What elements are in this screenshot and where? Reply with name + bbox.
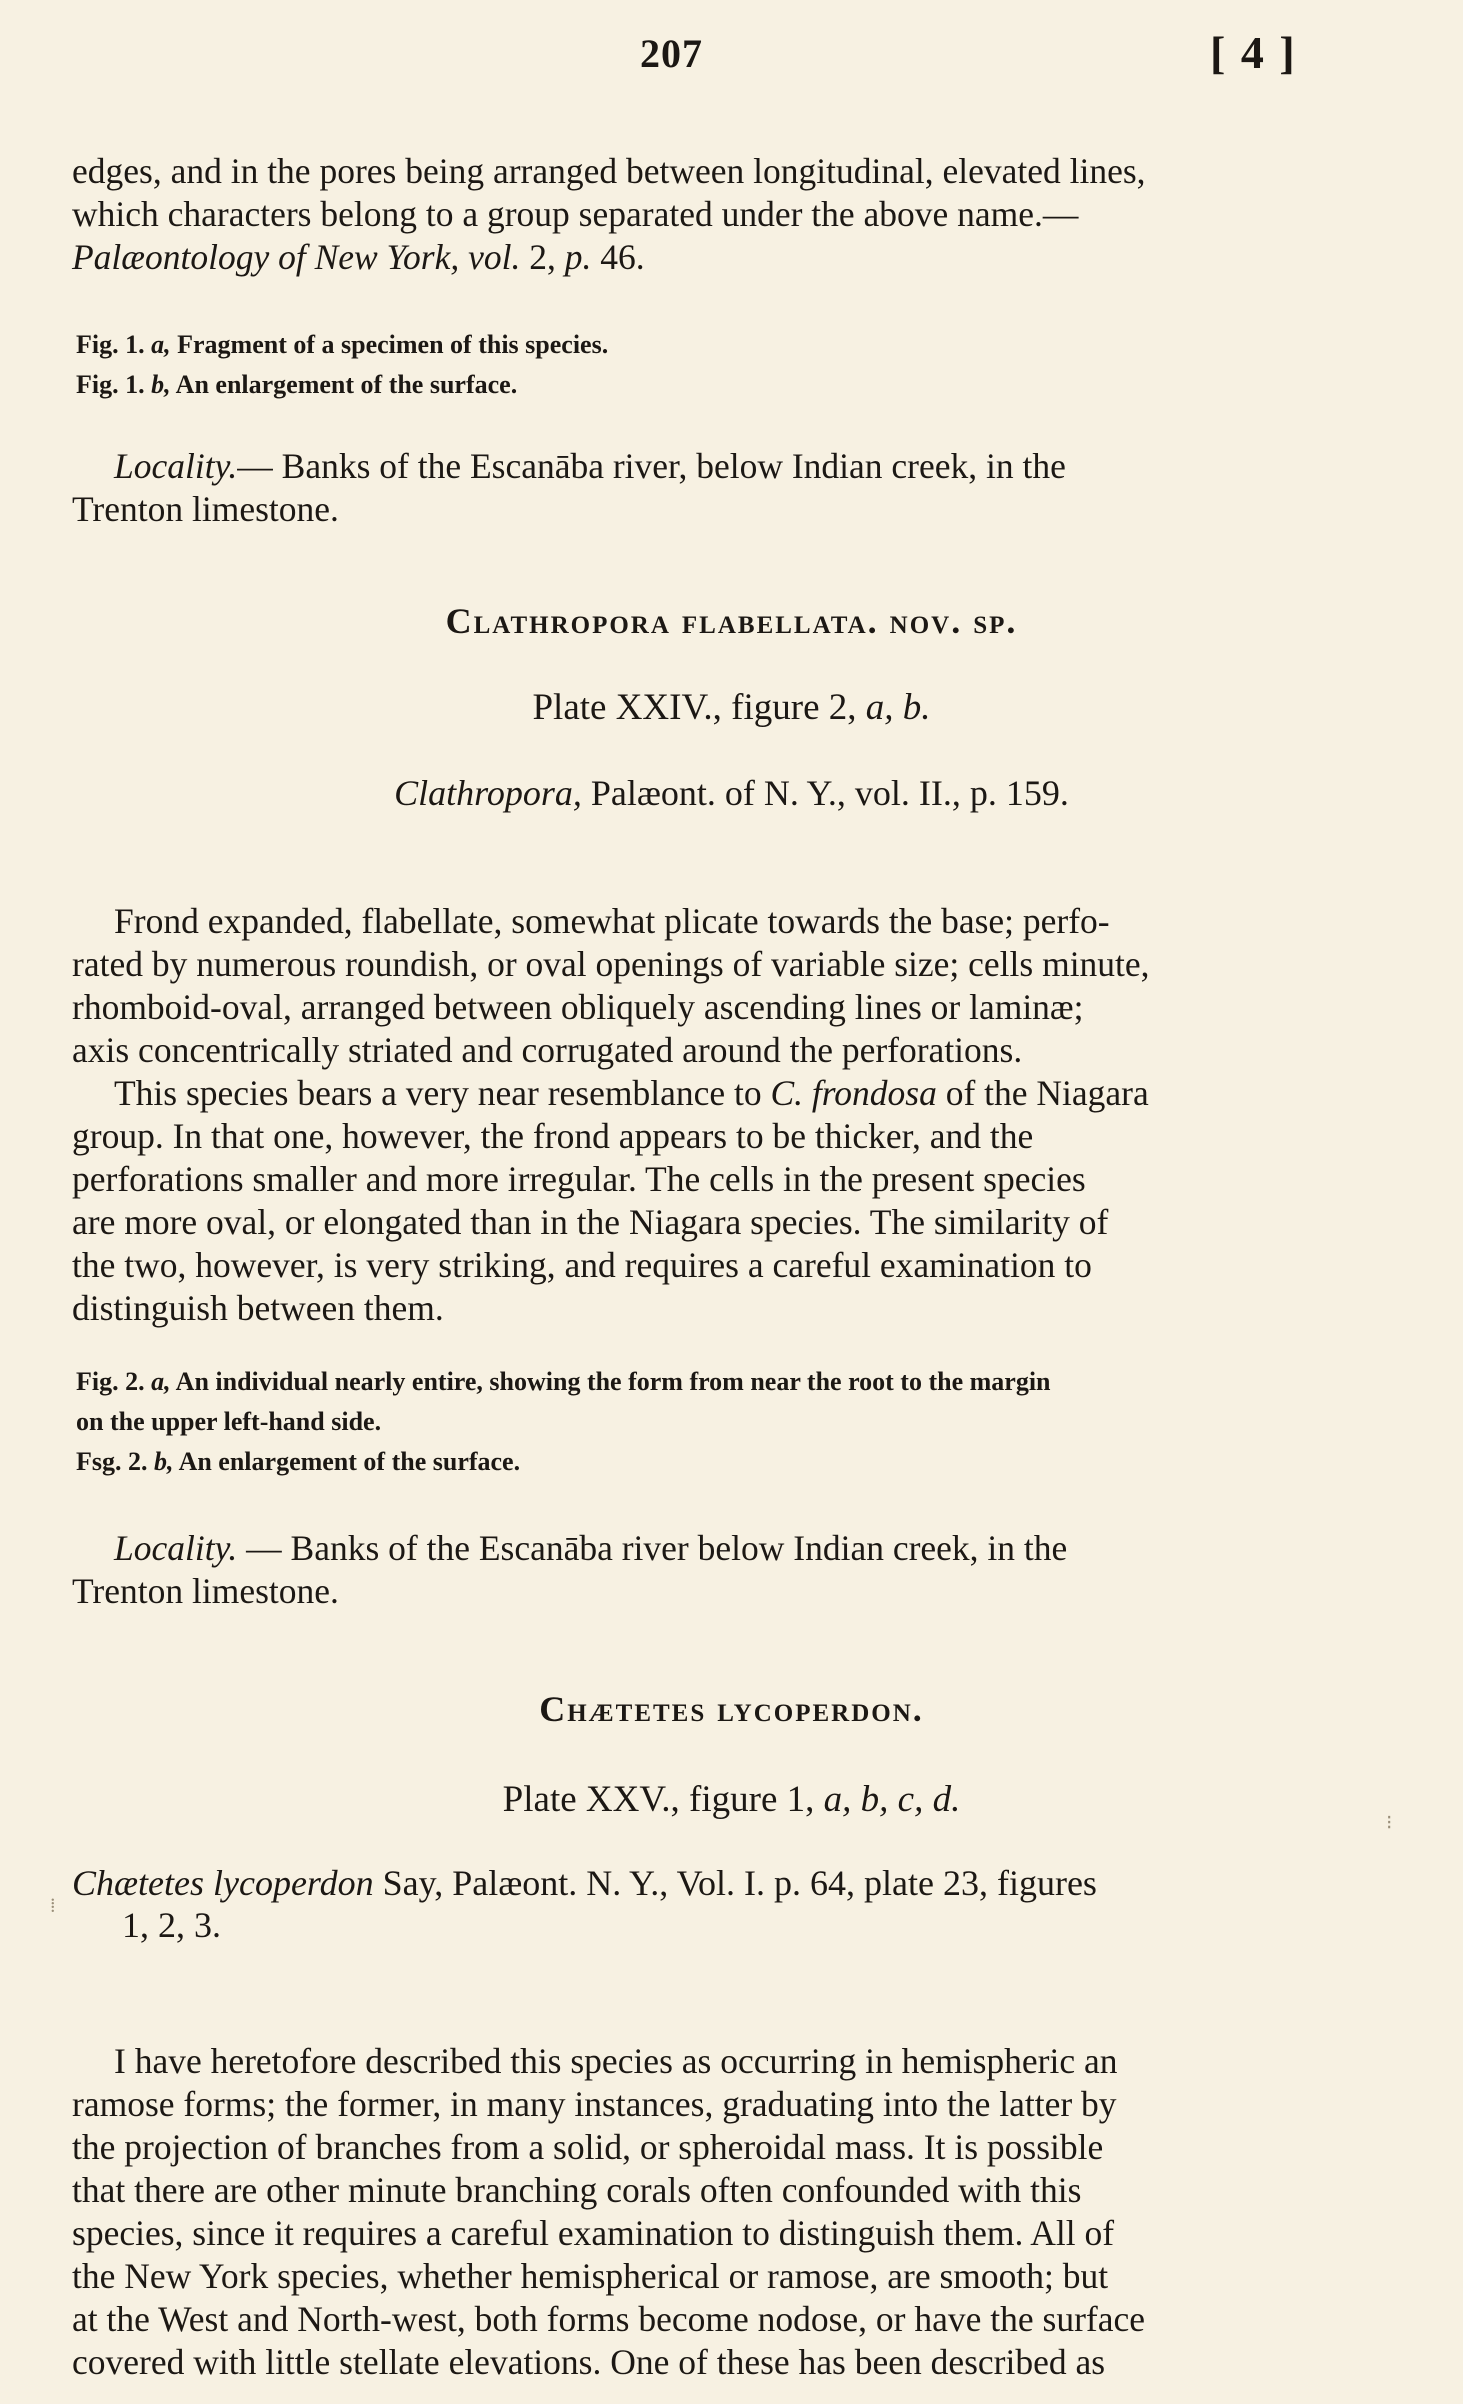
text-line: axis concentrically striated and corrugated around the perforations. [72,1030,1023,1070]
text-line: covered with little stellate elevations. One of these has been described as [72,2342,1106,2382]
text-line: I have heretofore described this species as occurring in hemispheric an [114,2041,1118,2081]
text-line: that there are other minute branching corals often confounded with this [72,2170,1082,2210]
text-line: are more oval, or elongated than in the Niagara species. The similarity of [72,1202,1109,1242]
text-line: perforations smaller and more irregular. The cells in the present species [72,1159,1086,1199]
description-paragraph [72,2040,1372,2384]
margin-stain-mark: ⁞ [50,1895,56,1917]
text-line: group. In that one, however, the frond appears to be thicker, and the [72,1116,1034,1156]
synonym-reference: Chætetes lycoperdon Say, Palæont. N. Y., Vol. I. p. 64, plate 23, figures 1, 2, 3. [72,1863,1097,1945]
text-line: rhomboid-oval, arranged between obliquely ascending lines or laminæ; [72,987,1084,1027]
text-line: distinguish between them. [72,1288,444,1328]
text-line: ramose forms; the former, in many instances, graduating into the latter by [72,2084,1117,2124]
text-line: the New York species, whether hemispherical or ramose, are smooth; but [72,2256,1109,2296]
text-line: which characters belong to a group separated under the above name.— [72,194,1079,234]
document-number: [ 4 ] [1210,27,1297,78]
figure-caption: Fig. 1. b, An enlargement of the surface. [76,370,518,399]
citation-line: Palæontology of New York, vol. 2, p. 46. [72,237,645,277]
margin-stain-mark: ⁝ [1386,1812,1393,1834]
text-line: Trenton limestone. [72,489,339,529]
text-line: at the West and North-west, both forms become nodose, or have the surface [72,2299,1145,2339]
species-heading: Clathropora flabellata. nov. sp. [445,601,1018,641]
figure-captions-2 [76,1362,1376,1482]
text-line: species, since it requires a careful examination to distinguish them. All of [72,2213,1115,2253]
synonym-reference: Clathropora, Palæont. of N. Y., vol. II., p. 159. [394,773,1069,813]
continuation-paragraph [72,150,1372,279]
text-line: Trenton limestone. [72,1571,339,1611]
plate-reference: Plate XXIV., figure 2, a, b. [532,687,931,728]
locality-paragraph-1 [72,445,1372,531]
locality-label: Locality. [114,1528,238,1568]
plate-reference: Plate XXV., figure 1, a, b, c, d. [502,1779,961,1820]
locality-line: Locality. — Banks of the Escanāba river below Indian creek, in the [114,1528,1068,1568]
text-line: the two, however, is very striking, and requires a careful examination to [72,1245,1092,1285]
figure-caption: Fig. 2. a, An individual nearly entire, showing the form from near the root to the margin [76,1367,1051,1396]
text-line: Frond expanded, flabellate, somewhat plicate towards the base; perfo- [114,901,1110,941]
locality-paragraph-2 [72,1527,1372,1613]
text-line: edges, and in the pores being arranged between longitudinal, elevated lines, [72,151,1146,191]
figure-caption: Fsg. 2. b, An enlargement of the surface. [76,1447,521,1476]
text-line: This species bears a very near resemblance to C. frondosa of the Niagara [114,1073,1149,1113]
figure-caption: Fig. 1. a, Fragment of a specimen of this species. [76,330,609,359]
text-line: rated by numerous roundish, or oval openings of variable size; cells minute, [72,944,1150,984]
species-heading: Chætetes lycoperdon. [539,1689,924,1729]
page-header [0,22,1463,92]
figure-caption: on the upper left-hand side. [76,1407,382,1436]
description-paragraph [72,900,1372,1330]
figure-captions-1 [76,325,1376,405]
text-line: the projection of branches from a solid, or spheroidal mass. It is possible [72,2127,1104,2167]
page-number: 207 [640,31,703,76]
citation-title: Palæontology of New York, vol. [72,237,521,277]
locality-label: Locality. [114,446,238,486]
locality-line: Locality.— Banks of the Escanāba river, below Indian creek, in the [114,446,1066,486]
